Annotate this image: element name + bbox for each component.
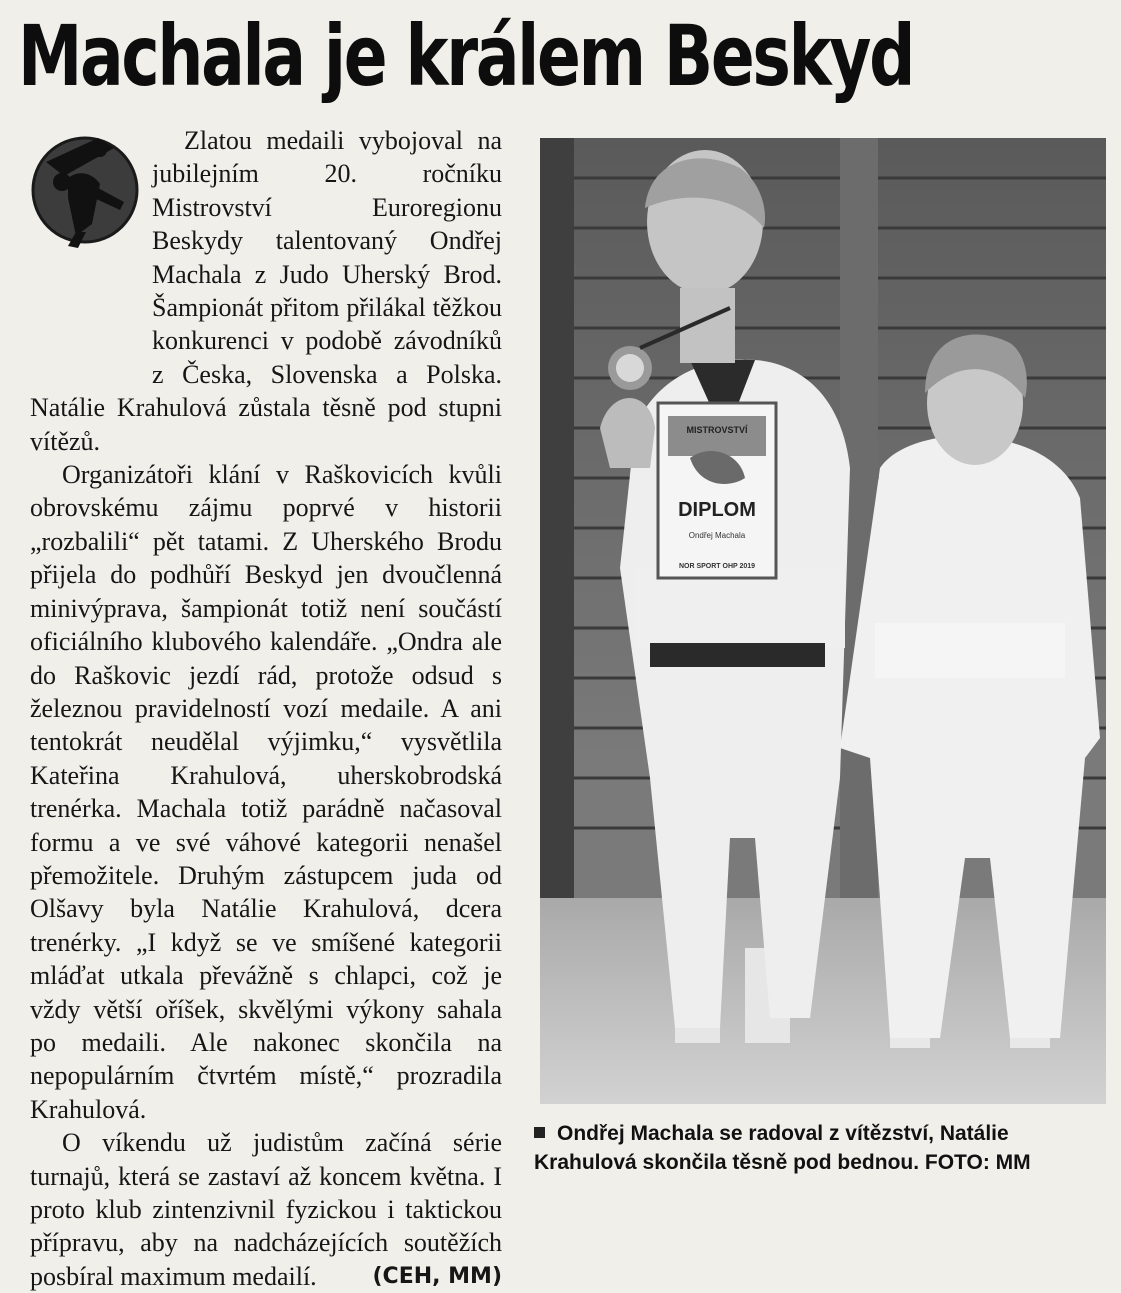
diploma bbox=[658, 403, 776, 578]
headline: Machala je králem Beskyd bbox=[18, 7, 914, 105]
caption-bullet-icon bbox=[534, 1127, 545, 1138]
photo-illustration bbox=[540, 138, 1106, 1104]
article-paragraph: Zlatou medaili vybojoval na jubilejním 20. ročníku Mistrovství Euroregionu Beskydy talentovaný Ondřej Machala z Judo Uherský Brod. Šampionát přitom přilákal těžkou konkurenci v podobě závodníků z Česka, Slovenska a Polska. Natálie Krahulová zůstala těsně pod stupni vítězů. bbox=[30, 126, 502, 456]
diploma-name: Ondřej Machala bbox=[688, 531, 746, 540]
article-paragraph: Organizátoři klání v Raškovicích kvůli obrovskému zájmu poprvé v historii „rozbalili“ pět tatami. Z Uherského Brodu přijela do podhůří Beskyd jen dvoučlenná minivýprava, šampionát totiž není součástí oficiálního klubového kalendáře. „Ondra ale do Raškovic jezdí rád, protože odsud s železnou pravidelností vozí medaile. A ani tentokrát neudělal výjimku,“ vysvětlila Kateřina Krahulová, uherskobrodská trenérka. Machala totiž parádně načasoval formu a ve své váhové kategorii nenašel přemožitele. Druhým zástupcem juda od Olšavy byla Natálie Krahulová, dcera trenérky. „I když se ve smíšené kategorii mláďat utkala převážně s chlapci, což je vždy větší oříšek, skvělými výkony sahala po medaili. Ale nakonec skončila na nepopulárním čtvrtém místě,“ prozradila Krahulová. bbox=[30, 460, 502, 1124]
caption-line-1 bbox=[534, 1119, 1114, 1148]
article-paragraph bbox=[30, 1126, 502, 1293]
byline: (CEH, MM) bbox=[372, 1263, 502, 1289]
caption-line-2 bbox=[534, 1148, 1114, 1177]
diploma-title: DIPLOM bbox=[678, 499, 756, 521]
article-photo bbox=[540, 138, 1106, 1104]
article-body bbox=[30, 124, 502, 1293]
caption-text-2: Krahulová skončila těsně pod bednou. FOTO: MM bbox=[534, 1151, 1031, 1174]
diploma-footer: NOR SPORT OHP 2019 bbox=[678, 563, 756, 570]
diploma-top-text: MISTROVSTVÍ bbox=[686, 425, 748, 435]
photo-caption bbox=[534, 1119, 1114, 1177]
article-paragraph-text: O víkendu už judistům začíná série turnajů, která se zastaví až koncem května. I proto klub zintenzivnil fyzickou i taktickou přípravu, aby na nadcházejících soutěžích posbíral maximum medailí. bbox=[30, 1128, 502, 1291]
caption-text-1: Ondřej Machala se radoval z vítězství, Natálie bbox=[557, 1122, 1009, 1145]
